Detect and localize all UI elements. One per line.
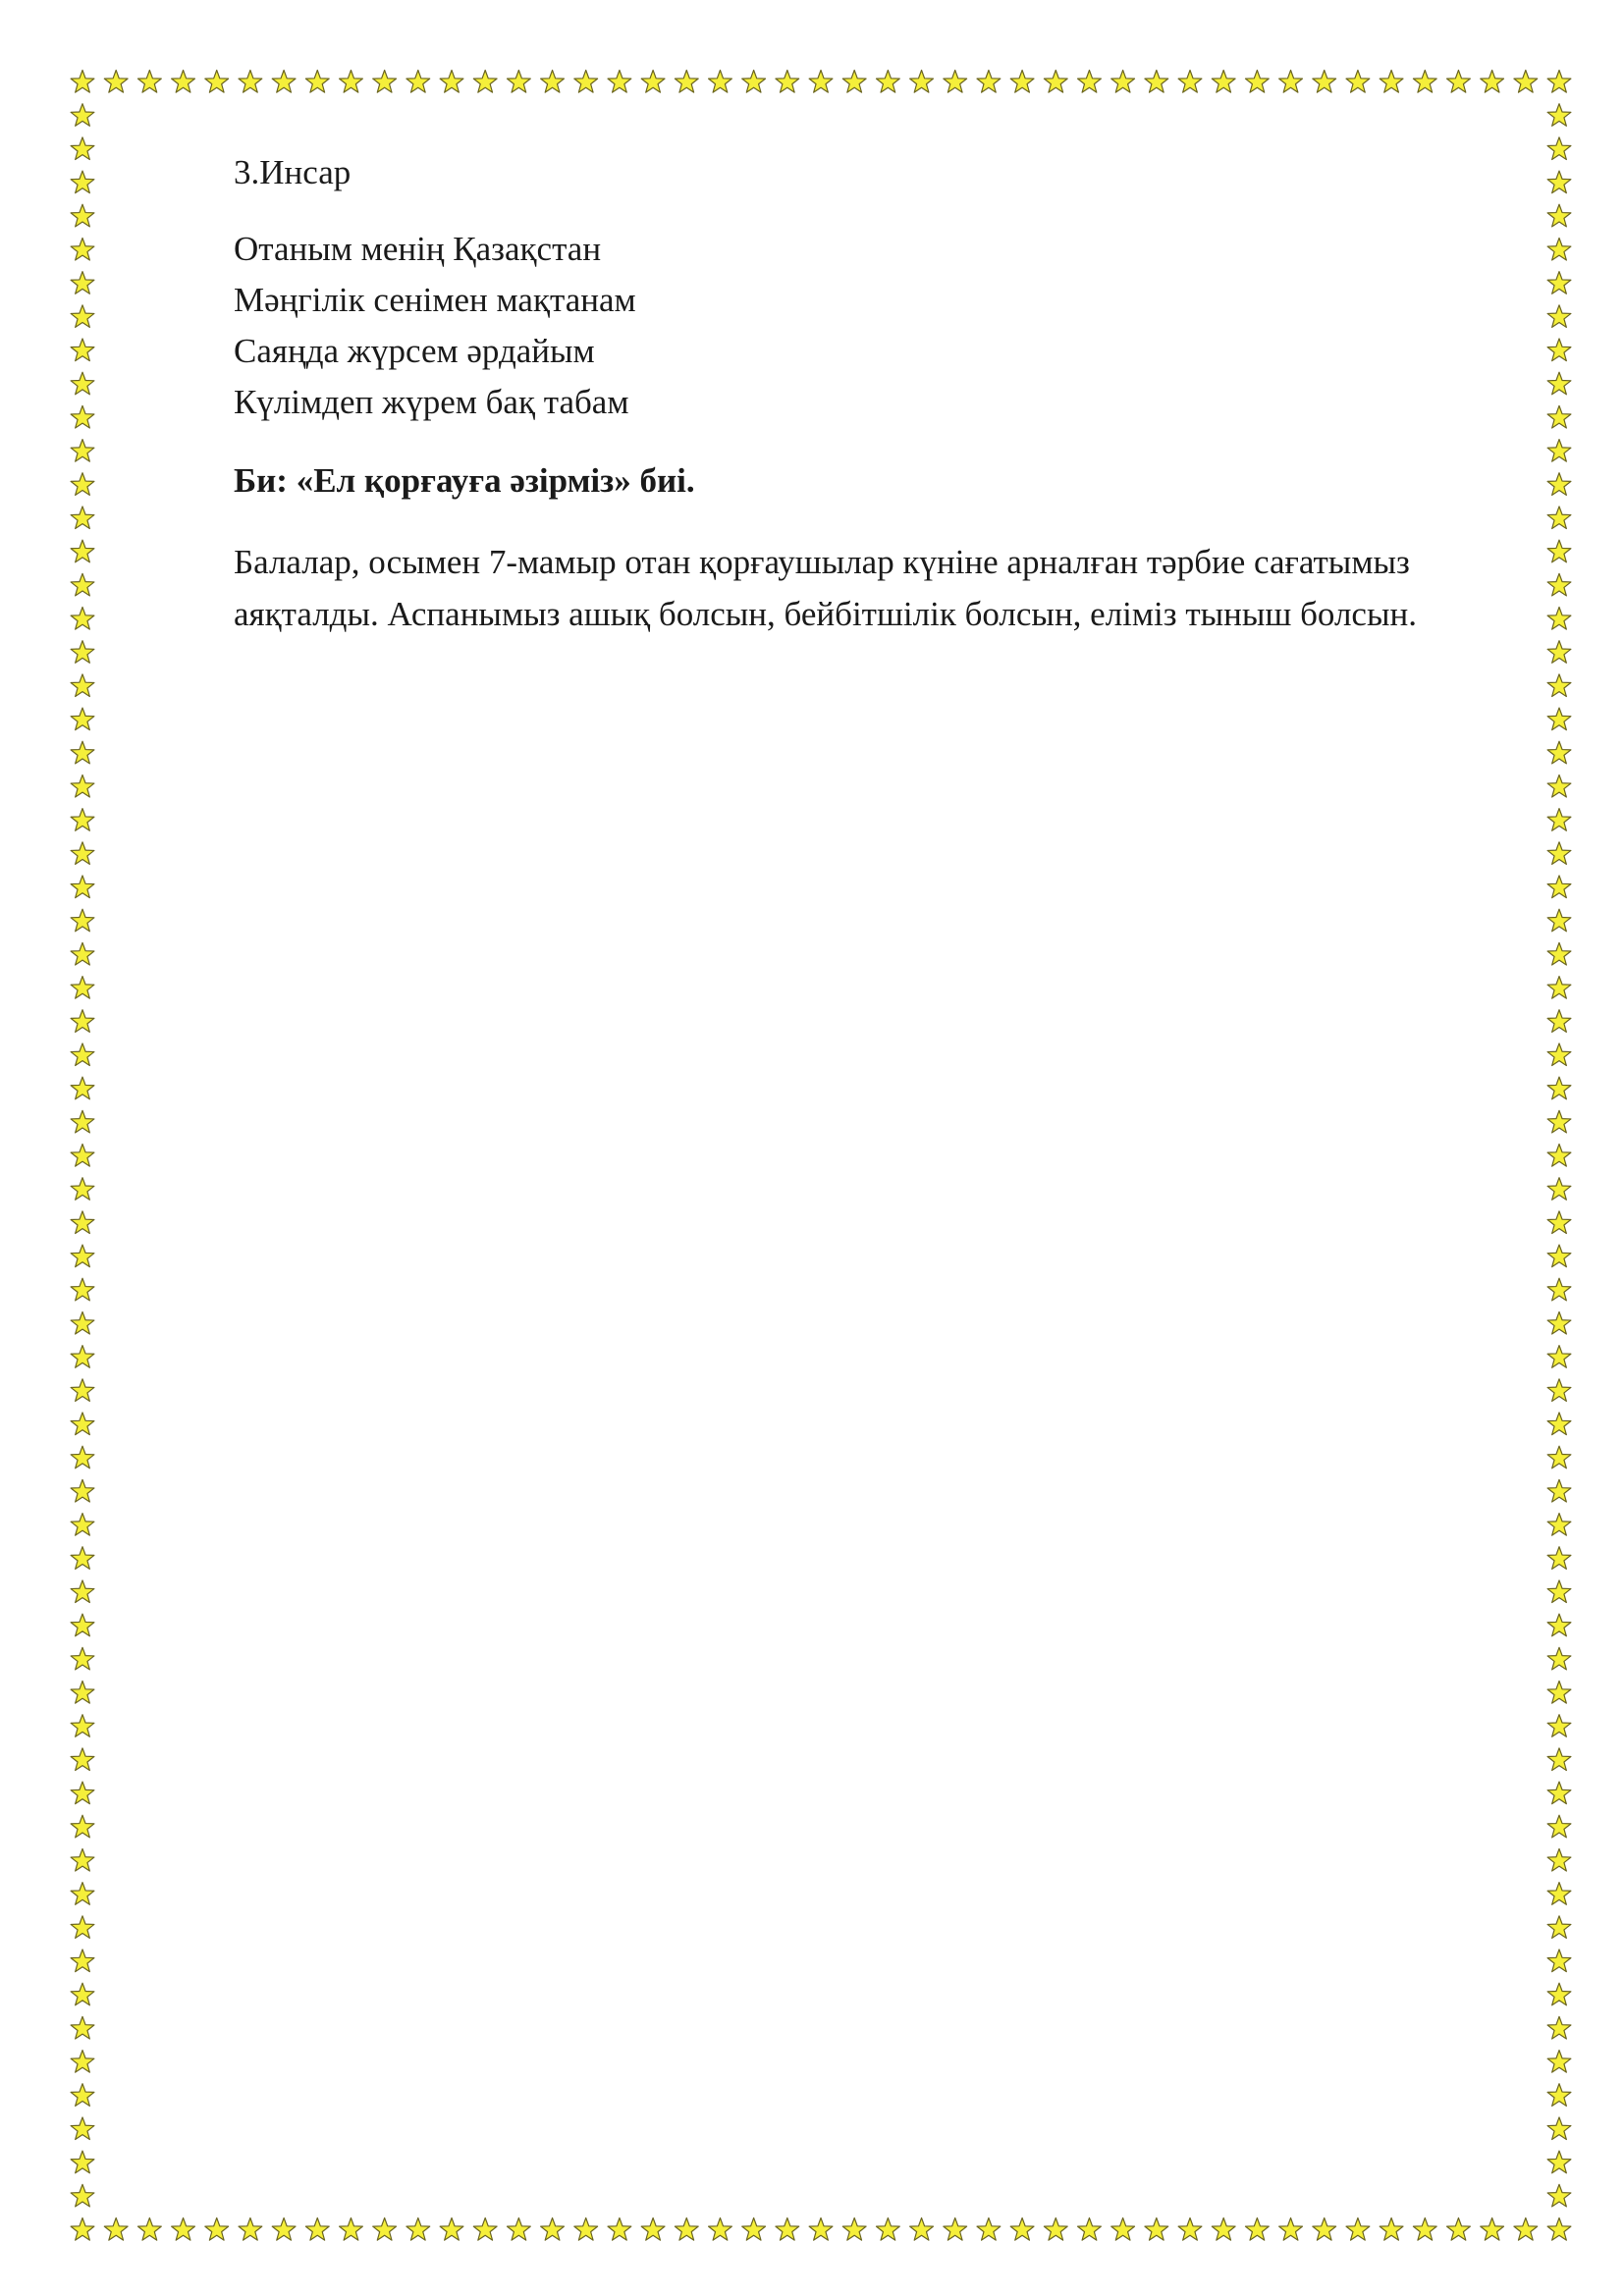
star-icon <box>71 1883 94 1905</box>
star-icon <box>1547 1311 1571 1334</box>
star-icon <box>1547 1715 1571 1737</box>
star-icon <box>1044 71 1067 93</box>
star-icon <box>71 1145 94 1167</box>
star-icon <box>1447 71 1471 93</box>
star-icon <box>1547 1647 1571 1670</box>
dance-title: Би: «Ел қорғауға әзірміз» биі. <box>234 461 695 500</box>
star-icon <box>71 1748 94 1771</box>
star-icon <box>1514 71 1538 93</box>
star-icon <box>71 440 94 462</box>
star-icon <box>1346 2218 1370 2241</box>
star-icon <box>1010 2218 1034 2241</box>
star-icon <box>71 876 94 898</box>
star-icon <box>1078 2218 1102 2241</box>
star-icon <box>742 2218 766 2241</box>
star-icon <box>641 2218 665 2241</box>
poem-line: Күлімдеп жүрем бақ табам <box>234 383 629 421</box>
star-icon <box>71 1682 94 1704</box>
star-icon <box>742 71 766 93</box>
star-icon <box>172 2218 195 2241</box>
star-icon <box>1547 2084 1571 2107</box>
star-icon <box>574 2218 598 2241</box>
star-icon <box>977 2218 1001 2241</box>
star-icon <box>71 405 94 428</box>
star-icon <box>71 1413 94 1435</box>
star-icon <box>541 2218 565 2241</box>
star-icon <box>305 71 329 93</box>
star-icon <box>71 774 94 797</box>
star-icon <box>71 1110 94 1133</box>
star-icon <box>675 71 698 93</box>
star-icon <box>1547 507 1571 529</box>
star-icon <box>574 71 598 93</box>
star-icon <box>1481 71 1504 93</box>
star-icon <box>1145 71 1168 93</box>
star-icon <box>71 1311 94 1334</box>
star-icon <box>71 71 94 93</box>
star-icon <box>71 741 94 764</box>
star-icon <box>1547 137 1571 160</box>
poem-line: Отаным менің Қазақстан <box>234 230 602 268</box>
star-icon <box>1547 540 1571 562</box>
star-icon <box>71 1379 94 1402</box>
star-icon <box>1547 641 1571 664</box>
star-icon <box>71 942 94 965</box>
star-icon <box>71 2184 94 2207</box>
star-icon <box>1547 1580 1571 1603</box>
star-icon <box>1380 2218 1403 2241</box>
star-icon <box>1279 2218 1303 2241</box>
star-icon <box>809 2218 833 2241</box>
star-icon <box>71 2218 94 2241</box>
star-icon <box>1547 842 1571 865</box>
star-icon <box>1111 71 1135 93</box>
star-icon <box>71 104 94 127</box>
star-icon <box>406 2218 430 2241</box>
star-icon <box>1547 1346 1571 1368</box>
star-icon <box>1547 909 1571 932</box>
star-icon <box>1547 1479 1571 1502</box>
star-icon <box>71 1815 94 1838</box>
star-icon <box>1346 71 1370 93</box>
star-icon <box>1547 1278 1571 1301</box>
star-icon <box>709 2218 732 2241</box>
star-icon <box>272 2218 296 2241</box>
star-icon <box>71 1346 94 1368</box>
star-icon <box>473 71 497 93</box>
star-icon <box>137 71 161 93</box>
star-icon <box>71 1916 94 1939</box>
star-icon <box>977 71 1001 93</box>
star-icon <box>71 1178 94 1201</box>
star-icon <box>71 2016 94 2039</box>
star-icon <box>1547 1949 1571 1972</box>
star-icon <box>1547 204 1571 227</box>
star-icon <box>1547 1178 1571 1201</box>
star-icon <box>1547 2218 1571 2241</box>
star-icon <box>1547 674 1571 697</box>
star-icon <box>1547 2184 1571 2207</box>
star-icon <box>507 71 530 93</box>
star-icon <box>1380 71 1403 93</box>
star-icon <box>71 305 94 328</box>
star-icon <box>71 1514 94 1536</box>
star-icon <box>1178 2218 1202 2241</box>
star-icon <box>272 71 296 93</box>
star-icon <box>1547 238 1571 260</box>
star-icon <box>71 171 94 193</box>
star-icon <box>1547 71 1571 93</box>
star-icon <box>776 2218 799 2241</box>
star-icon <box>440 71 463 93</box>
star-icon <box>1547 1413 1571 1435</box>
star-icon <box>71 1715 94 1737</box>
star-icon <box>1547 1211 1571 1234</box>
star-icon <box>172 71 195 93</box>
star-icon <box>1547 1547 1571 1570</box>
star-icon <box>1547 1446 1571 1468</box>
star-icon <box>440 2218 463 2241</box>
star-icon <box>71 708 94 730</box>
star-icon <box>1279 71 1303 93</box>
star-icon <box>1145 2218 1168 2241</box>
star-icon <box>71 339 94 361</box>
star-icon <box>1547 1379 1571 1402</box>
star-icon <box>71 1211 94 1234</box>
star-icon <box>71 473 94 496</box>
poem-line: Саяңда жүрсем әрдайым <box>234 332 595 370</box>
star-icon <box>1547 2117 1571 2140</box>
star-icon <box>71 1983 94 2005</box>
star-icon <box>71 2117 94 2140</box>
star-icon <box>1547 171 1571 193</box>
star-icon <box>71 1479 94 1502</box>
star-icon <box>1514 2218 1538 2241</box>
closing-paragraph: Балалар, осымен 7-мамыр отан қорғаушылар күніне арналған тәрбие сағатымыз аяқталды. Аспанымыз ашық болсын, бейбітшілік болсын, еліміз тыныш болсын. <box>234 543 1417 633</box>
star-icon <box>373 71 397 93</box>
star-icon <box>1547 2151 1571 2173</box>
star-icon <box>71 842 94 865</box>
star-icon <box>239 71 262 93</box>
star-icon <box>1547 1514 1571 1536</box>
star-icon <box>71 1782 94 1804</box>
star-icon <box>71 137 94 160</box>
star-icon <box>373 2218 397 2241</box>
star-icon <box>944 2218 967 2241</box>
star-icon <box>1547 809 1571 831</box>
star-icon <box>1547 405 1571 428</box>
star-icon <box>71 1446 94 1468</box>
star-icon <box>1212 2218 1235 2241</box>
star-icon <box>1547 372 1571 395</box>
star-icon <box>1547 942 1571 965</box>
star-icon <box>1547 1145 1571 1167</box>
star-icon <box>608 2218 631 2241</box>
star-icon <box>1547 1682 1571 1704</box>
star-icon <box>910 2218 934 2241</box>
speaker-heading: 3.Инсар <box>234 153 352 191</box>
star-icon <box>1547 774 1571 797</box>
star-icon <box>944 71 967 93</box>
star-icon <box>305 2218 329 2241</box>
star-icon <box>137 2218 161 2241</box>
star-icon <box>1078 71 1102 93</box>
star-icon <box>1245 71 1269 93</box>
star-icon <box>104 71 128 93</box>
star-icon <box>1413 71 1436 93</box>
star-icon <box>71 1547 94 1570</box>
star-icon <box>1547 1010 1571 1033</box>
star-icon <box>1547 1815 1571 1838</box>
star-icon <box>1547 339 1571 361</box>
star-icon <box>71 1647 94 1670</box>
document-body <box>234 147 1510 640</box>
star-icon <box>205 71 229 93</box>
star-icon <box>1547 741 1571 764</box>
star-icon <box>1044 2218 1067 2241</box>
star-icon <box>1447 2218 1471 2241</box>
star-icon <box>1413 2218 1436 2241</box>
star-icon <box>1547 708 1571 730</box>
star-icon <box>1547 876 1571 898</box>
star-icon <box>1178 71 1202 93</box>
star-icon <box>71 674 94 697</box>
star-icon <box>71 1580 94 1603</box>
star-icon <box>71 1848 94 1871</box>
star-icon <box>1547 440 1571 462</box>
star-icon <box>71 272 94 294</box>
star-icon <box>1547 573 1571 596</box>
star-icon <box>71 507 94 529</box>
star-icon <box>876 2218 899 2241</box>
star-icon <box>1547 1077 1571 1099</box>
star-icon <box>1547 1916 1571 1939</box>
star-icon <box>1547 1782 1571 1804</box>
star-icon <box>71 608 94 630</box>
star-icon <box>71 1614 94 1636</box>
star-icon <box>541 71 565 93</box>
star-icon <box>1313 2218 1336 2241</box>
star-icon <box>71 1077 94 1099</box>
star-icon <box>71 909 94 932</box>
star-icon <box>1245 2218 1269 2241</box>
star-icon <box>1547 1614 1571 1636</box>
star-icon <box>71 238 94 260</box>
star-icon <box>71 573 94 596</box>
star-icon <box>71 1010 94 1033</box>
star-icon <box>809 71 833 93</box>
star-icon <box>71 641 94 664</box>
star-icon <box>104 2218 128 2241</box>
star-icon <box>1111 2218 1135 2241</box>
star-icon <box>776 71 799 93</box>
star-icon <box>71 2051 94 2073</box>
star-icon <box>1212 71 1235 93</box>
star-icon <box>1547 2051 1571 2073</box>
star-icon <box>641 71 665 93</box>
star-icon <box>1547 608 1571 630</box>
star-icon <box>1547 104 1571 127</box>
star-icon <box>1547 1110 1571 1133</box>
star-icon <box>71 540 94 562</box>
star-icon <box>1547 977 1571 999</box>
star-icon <box>1547 2016 1571 2039</box>
star-icon <box>1547 1983 1571 2005</box>
star-icon <box>340 71 363 93</box>
poem <box>234 224 1510 428</box>
star-icon <box>71 2084 94 2107</box>
star-icon <box>1547 1848 1571 1871</box>
star-icon <box>71 1278 94 1301</box>
star-icon <box>1481 2218 1504 2241</box>
star-icon <box>71 809 94 831</box>
star-icon <box>876 71 899 93</box>
star-icon <box>507 2218 530 2241</box>
star-icon <box>71 1043 94 1066</box>
star-icon <box>608 71 631 93</box>
star-icon <box>709 71 732 93</box>
star-icon <box>71 204 94 227</box>
star-icon <box>1547 1883 1571 1905</box>
star-icon <box>1313 71 1336 93</box>
star-icon <box>239 2218 262 2241</box>
star-icon <box>1010 71 1034 93</box>
star-icon <box>340 2218 363 2241</box>
star-icon <box>473 2218 497 2241</box>
star-icon <box>406 71 430 93</box>
star-icon <box>842 71 866 93</box>
star-icon <box>1547 1748 1571 1771</box>
star-icon <box>71 977 94 999</box>
star-icon <box>71 372 94 395</box>
star-icon <box>71 1949 94 1972</box>
star-icon <box>1547 1043 1571 1066</box>
star-icon <box>71 2151 94 2173</box>
star-icon <box>675 2218 698 2241</box>
star-icon <box>71 1245 94 1267</box>
star-icon <box>910 71 934 93</box>
star-icon <box>842 2218 866 2241</box>
poem-line: Мәңгілік сенімен мақтанам <box>234 281 636 319</box>
star-icon <box>1547 272 1571 294</box>
star-icon <box>1547 305 1571 328</box>
star-icon <box>205 2218 229 2241</box>
star-icon <box>1547 1245 1571 1267</box>
star-icon <box>1547 473 1571 496</box>
